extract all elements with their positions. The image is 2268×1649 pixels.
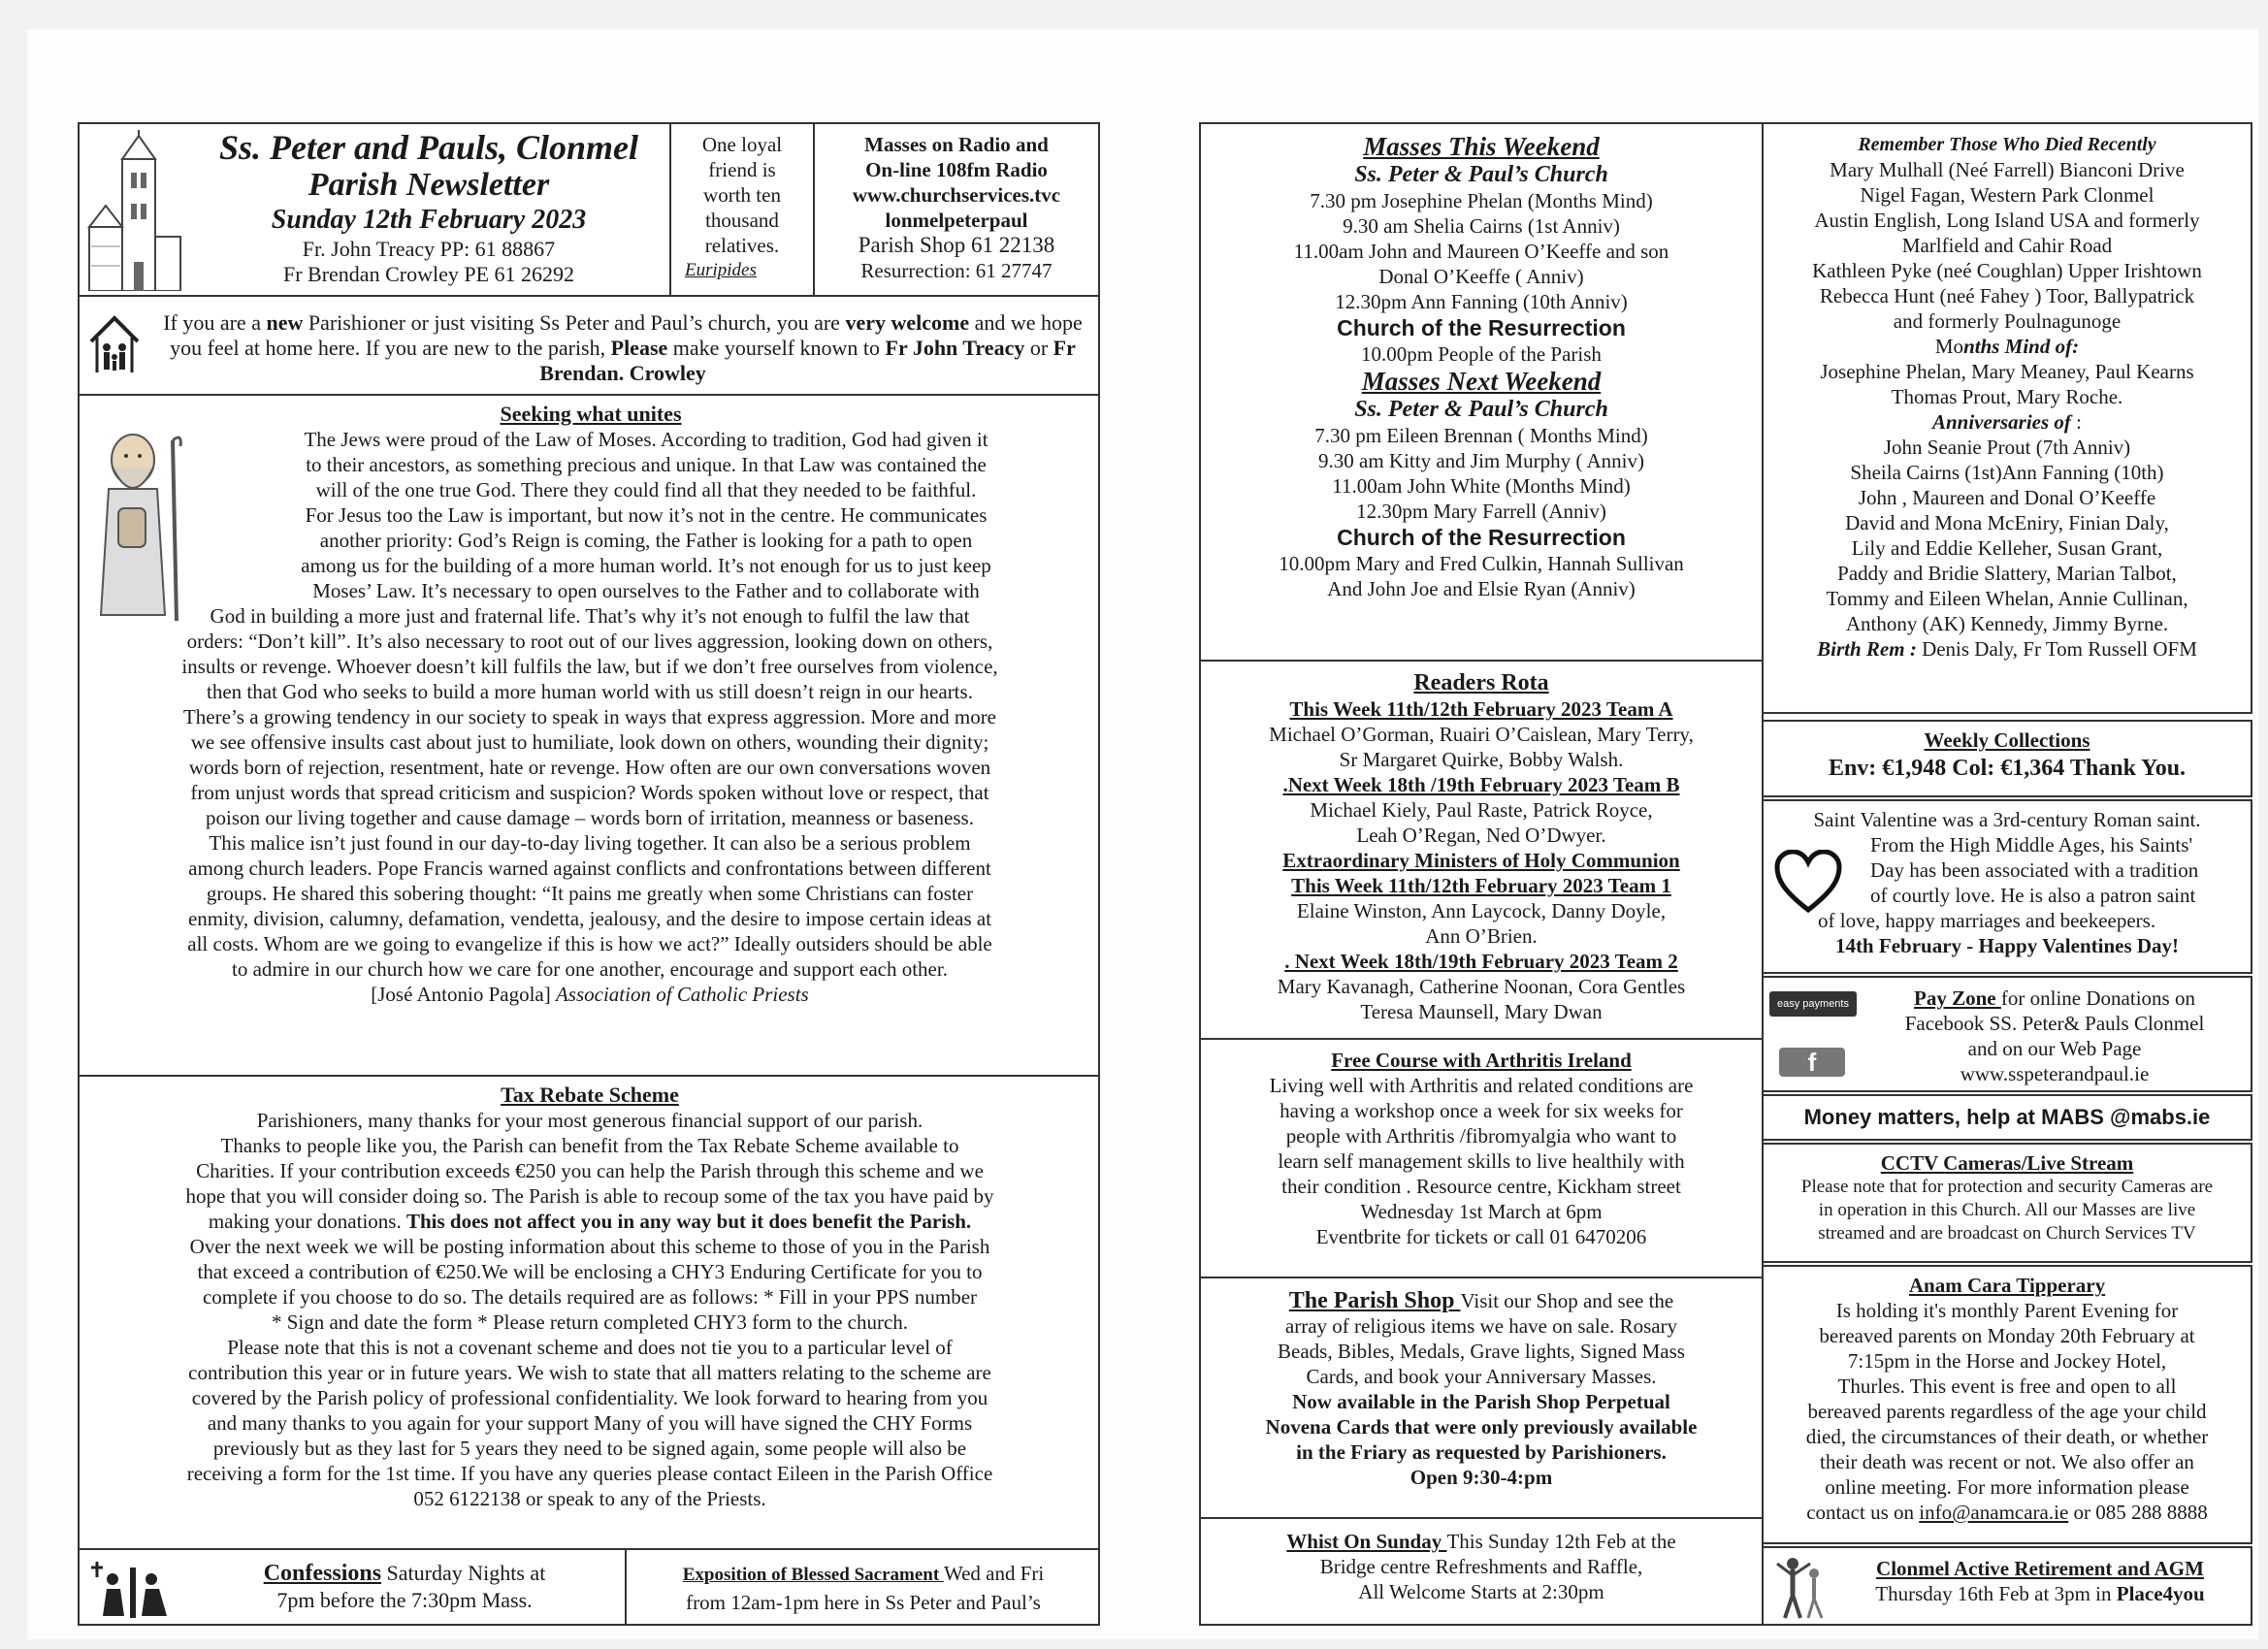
tax-line-12: covered by the Parish policy of professional confidentiality. We look forward to hearing from you	[191, 1386, 988, 1409]
retirement-text: Clonmel Active Retirement and AGM Thursday 16th Feb at 3pm in Place4you	[1831, 1556, 2249, 1606]
tax-line-7: that exceed a contribution of €250.We will be enclosing a CHY3 Enduring Certificate for you to	[197, 1260, 983, 1283]
mass-next-1: 7.30 pm Eileen Brennan ( Months Mind)	[1314, 424, 1648, 447]
mass-this-3: 11.00am John and Maureen O’Keeffe and son	[1293, 240, 1669, 263]
seeking-credit: [José Antonio Pagola] Association of Catholic Priests	[371, 983, 809, 1006]
seeking-line-11: then that God who seeks to build a more human world with us still doesn’t reign in our hearts.	[207, 680, 973, 703]
masses-this-weekend-heading: Masses This Weekend	[1363, 132, 1600, 161]
cctv-box: CCTV Cameras/Live Stream Please note that for protection and security Cameras are in operation in this Church. All our Masses are live streamed and are broadcast on Church Services TV	[1762, 1143, 2252, 1263]
church-name-1: Ss. Peter & Paul’s Church	[1354, 162, 1608, 187]
valentine-text: Saint Valentine was a 3rd-century Roman saint. From the High Middle Ages, his Saints' Day has been associated with a tradition of courtly love. He is also a patron saint of love, happy marriages and beekeepers. 14th February - Happy Valentines Day!	[1764, 807, 2251, 958]
quote-line-5: relatives.	[704, 234, 780, 257]
seeking-heading: Seeking what unites	[500, 402, 682, 426]
tax-body	[85, 1083, 1094, 1511]
tax-line-4: hope that you will consider doing so. The Parish is able to recoup some of the tax you have paid by	[185, 1184, 994, 1208]
resurrection-phone: Resurrection: 61 27747	[860, 259, 1053, 282]
tax-line-1: Parishioners, many thanks for your most generous financial support of our parish.	[256, 1109, 923, 1132]
radio-line-2: On-line 108fm Radio	[865, 158, 1048, 181]
seeking-line-13: we see offensive insults cast about just to humiliate, look down on others, wounding their dignity;	[190, 730, 989, 754]
seeking-line-1: The Jews were proud of the Law of Moses. According to tradition, God had given it	[304, 428, 988, 451]
seeking-line-20: enmity, division, calumny, defamation, vendetta, jealousy, and the desire to impose certain ideas at	[187, 907, 992, 930]
moses-illustration	[89, 431, 186, 625]
newsletter-title: Parish Newsletter	[308, 167, 550, 203]
valentines-day-line: 14th February - Happy Valentines Day!	[1834, 934, 2180, 957]
tax-line-8: complete if you choose to do so. The details required are as follows: * Fill in your PPS number	[202, 1285, 978, 1309]
valentine-box	[1762, 799, 2252, 974]
collections-heading: Weekly Collections	[1924, 728, 2090, 752]
seeking-line-5: another priority: God’s Reign is coming, the Father is looking for a path to open	[319, 529, 973, 552]
tax-line-5: making your donations. This does not affect you in any way but it does benefit the Parish.	[208, 1210, 972, 1233]
priest-1: Fr. John Treacy PP: 61 88867	[302, 237, 556, 261]
exposition-text: Exposition of Blessed Sacrament Wed and Fri from 12am-1pm here in Ss Peter and Paul’s	[682, 1562, 1045, 1614]
seeking-line-4: For Jesus too the Law is important, but now it’s not in the centre. He communicates	[305, 503, 988, 527]
mabs-box	[1762, 1094, 2252, 1141]
seeking-line-10: insults or revenge. Whoever doesn’t kill fulfils the law, but if we don’t free ourselves from violence,	[181, 655, 998, 678]
parish-shop-box: The Parish Shop Visit our Shop and see the array of religious items we have on sale. Rosary Beads, Bibles, Medals, Grave lights, Signed Mass Cards, and book your Anniversary Masses. Now available in the Parish Shop Perpetual Novena Cards that were only previously available in the Friary as requested by Parishioners. Open 9:30-4:pm	[1199, 1277, 1764, 1519]
tax-heading: Tax Rebate Scheme	[501, 1083, 679, 1107]
seeking-line-8: God in building a more just and fraternal life. That’s why it’s not enough to fulfil the law that	[210, 604, 970, 628]
mass-this-1: 7.30 pm Josephine Phelan (Months Mind)	[1310, 189, 1653, 212]
tax-line-3: Charities. If your contribution exceeds €250 you can help the Parish through this scheme and we	[196, 1159, 984, 1182]
seeking-box	[78, 394, 1100, 1077]
seeking-body-indented	[196, 427, 1096, 603]
seeking-line-3: will of the one true God. There they could find all that they needed to be faithful.	[315, 478, 977, 501]
retirement-box	[1762, 1546, 2252, 1626]
res-mass-this: 10.00pm People of the Parish	[1361, 342, 1602, 366]
whist-heading: Whist On Sunday	[1286, 1530, 1447, 1553]
seeking-body	[85, 603, 1094, 1007]
eucharistic-ministers-heading: Extraordinary Ministers of Holy Communion	[1282, 849, 1680, 872]
seeking-line-15: from unjust words that spread criticism and suspicion? Words spoken without love or respect, that	[190, 781, 989, 804]
mass-next-2: 9.30 am Kitty and Jim Murphy ( Anniv)	[1318, 449, 1644, 472]
seeking-line-18: among church leaders. Pope Francis warned against conflicts and confrontations between different	[188, 857, 991, 880]
collections-box	[1762, 720, 2252, 797]
quote-author: Euripides	[685, 260, 757, 280]
radio-line-3: www.churchservices.tvc	[852, 183, 1061, 207]
priest-2: Fr Brendan Crowley PE 61 26292	[282, 262, 575, 286]
website-link[interactable]: www.sspeterandpaul.ie	[1960, 1062, 2150, 1085]
parish-shop-phone: Parish Shop 61 22138	[858, 233, 1055, 257]
readers-box: Readers Rota This Week 11th/12th February 2023 Team A Michael O’Gorman, Ruairi O’Caislean, Mary Terry, Sr Margaret Quirke, Bobby Walsh. .Next Week 18th /19th February 2023 Team B Michael Kiely, Paul Raste, Patrick Royce, Leah O’Regan, Ned O’Dwyer. Extraordinary Ministers of Holy Communion This Week 11th/12th February 2023 Team 1 Elaine Winston, Ann Laycock, Danny Doyle, Ann O’Brien. . Next Week 18th/19th February 2023 Team 2 Mary Kavanagh, Catherine Noonan, Cora Gentles Teresa Maunsell, Mary Dwan	[1199, 660, 1764, 1040]
confessions-box	[78, 1548, 627, 1626]
tax-line-15: receiving a form for the 1st time. If you have any queries please contact Eileen in the Parish Office	[186, 1462, 993, 1485]
mass-this-4: Donal O’Keeffe ( Anniv)	[1378, 265, 1584, 288]
seeking-line-7: Moses’ Law. It’s necessary to open ourselves to the Father and to collaborate with	[312, 579, 980, 602]
months-mind-heading: Months Mind of:	[1934, 335, 2080, 358]
radio-line-4: lonmelpeterpaul	[885, 209, 1028, 232]
quote-line-4: thousand	[705, 209, 779, 232]
masses-next-weekend-heading: Masses Next Weekend	[1361, 367, 1602, 396]
family-house-icon	[87, 314, 142, 376]
easy-payments-logo: easy payments plus	[1769, 991, 1857, 1017]
tax-rebate-box	[78, 1075, 1100, 1550]
quote-line-3: worth ten	[703, 183, 781, 207]
exposition-heading: Exposition of Blessed Sacrament	[682, 1565, 944, 1585]
quote-line-2: friend is	[708, 158, 776, 181]
seeking-line-21: all costs. Whom are we going to evangelize if this is how we act?” Ideally outsiders should be able	[187, 932, 992, 955]
seeking-line-12: There’s a growing tendency in our society to speak in ways that express aggression. More and more	[182, 705, 997, 728]
anniversaries-heading: Anniversaries of :	[1931, 410, 2083, 434]
tax-line-6: Over the next week we will be posting information about this scheme to those of you in the Parish	[189, 1235, 990, 1258]
tax-line-13: and many thanks to you again for your support Many of you will have signed the CHY Forms	[207, 1411, 973, 1435]
seeking-line-16: poison our living together and cause damage – words born of irritation, meanness or baseness.	[206, 806, 974, 829]
arthritis-box: Free Course with Arthritis Ireland Living well with Arthritis and related conditions are having a workshop once a week for six weeks for people with Arthritis /fibromyalgia who want to learn self management skills to live healthily with their condition . Resource centre, Kickham street Wednesday 1st March at 6pm Eventbrite for tickets or call 01 6470206	[1199, 1038, 1764, 1278]
confessions-heading: Confessions	[263, 1561, 382, 1586]
welcome-box	[78, 295, 1100, 396]
mabs-text: Money matters, help at MABS @mabs.ie	[1803, 1105, 2211, 1129]
ministers-week-1: This Week 11th/12th February 2023 Team 1	[1291, 874, 1671, 897]
church-illustration	[85, 130, 182, 291]
payzone-box	[1762, 976, 2252, 1092]
readers-heading: Readers Rota	[1413, 670, 1549, 695]
birth-rem: Birth Rem : Denis Daly, Fr Tom Russell OFM	[1817, 637, 2197, 661]
collections-amounts: Env: €1,948 Col: €1,364 Thank You.	[1828, 756, 2187, 781]
mass-this-2: 9.30 am Shelia Cairns (1st Anniv)	[1343, 214, 1620, 238]
quote-box	[669, 122, 815, 297]
exposition-box	[625, 1548, 1100, 1626]
seeking-line-19: groups. He shared this sobering thought: “It pains me greatly when some Christians can foster	[206, 882, 974, 905]
tax-line-10: Please note that this is not a covenant scheme and does not tie you to a particular level of	[227, 1336, 953, 1359]
res-mass-next-1: 10.00pm Mary and Fred Culkin, Hannah Sullivan	[1279, 552, 1684, 575]
church-name-4: Church of the Resurrection	[1337, 525, 1626, 550]
seeking-line-14: words born of rejection, resentment, hate or revenge. How often are our own conversations woven	[188, 756, 991, 779]
tax-line-2: Thanks to people like you, the Parish can benefit from the Tax Rebate Scheme available to	[220, 1134, 959, 1157]
parish-title: Ss. Peter and Pauls, Clonmel	[218, 128, 639, 167]
readers-week-2: .Next Week 18th /19th February 2023 Team B	[1282, 773, 1680, 796]
masses-radio-box	[813, 122, 1100, 297]
active-people-icon	[1771, 1554, 1830, 1622]
remember-box: Remember Those Who Died Recently Mary Mulhall (Neé Farrell) Bianconi Drive Nigel Fagan, Western Park Clonmel Austin English, Long Island USA and formerly Marlfield and Cahir Road Kathleen Pyke (neé Coughlan) Upper Irishtown Rebecca Hunt (neé Fahey ) Toor, Ballypatrick and formerly Poulnagunoge Months Mind of: Josephine Phelan, Mary Meaney, Paul Kearns Thomas Prout, Mary Roche. Anniversaries of : John Seanie Prout (7th Anniv) Sheila Cairns (1st)Ann Fanning (10th) John , Maureen and Donal O’Keeffe David and Mona McEniry, Finian Daly, Lily and Eddie Kelleher, Susan Grant, Paddy and Bridie Slattery, Marian Talbot, Tommy and Eileen Whelan, Annie Cullinan, Anthony (AK) Kennedy, Jimmy Byrne. Birth Rem : Denis Daly, Fr Tom Russell OFM	[1762, 122, 2252, 714]
ministers-week-2: . Next Week 18th/19th February 2023 Team 2	[1284, 950, 1678, 973]
seeking-line-2: to their ancestors, as something precious and unique. In that Law was contained the	[306, 453, 987, 476]
confession-icon	[89, 1560, 177, 1618]
arthritis-heading: Free Course with Arthritis Ireland	[1331, 1049, 1632, 1072]
cctv-heading: CCTV Cameras/Live Stream	[1880, 1151, 2134, 1175]
mass-this-5: 12.30pm Ann Fanning (10th Anniv)	[1335, 290, 1628, 313]
masses-box	[1199, 122, 1764, 662]
facebook-icon[interactable]: f	[1779, 1048, 1845, 1077]
tax-line-16: 052 6122138 or speak to any of the Priests.	[413, 1487, 766, 1510]
seeking-line-9: orders: “Don’t kill”. It’s also necessary to root out of our lives aggression, looking down on others,	[186, 630, 993, 653]
header-box	[78, 122, 671, 297]
mass-next-4: 12.30pm Mary Farrell (Anniv)	[1356, 500, 1606, 523]
remember-heading: Remember Those Who Died Recently	[1858, 134, 2156, 155]
welcome-text: If you are a new Parishioner or just visiting Ss Peter and Paul’s church, you are very welcome and we hope you feel at home here. If you are new to the parish, Please make yourself known to Fr John Treacy or Fr Brendan. Crowley	[163, 310, 1083, 385]
parish-shop-heading: The Parish Shop	[1288, 1288, 1461, 1313]
confessions-text: Confessions Saturday Nights at 7pm before the 7:30pm Mass.	[263, 1561, 546, 1612]
tax-line-11: contribution this year or in future years. We wish to state that all matters relating to the scheme are	[188, 1361, 991, 1384]
church-name-2: Church of the Resurrection	[1337, 315, 1626, 340]
whist-box: Whist On Sunday This Sunday 12th Feb at the Bridge centre Refreshments and Raffle, All Welcome Starts at 2:30pm	[1199, 1517, 1764, 1626]
anam-cara-box: Anam Cara Tipperary Is holding it's monthly Parent Evening for bereaved parents on Monday 20th February at 7:15pm in the Horse and Jockey Hotel, Thurles. This event is free and open to all bereaved parents regardless of the age your child died, the circumstances of their death, or whether their death was recent or not. We also offer an online meeting. For more information please contact us on info@anamcara.ie or 085 288 8888	[1762, 1265, 2252, 1544]
tax-line-9: * Sign and date the form * Please return completed CHY3 form to the church.	[271, 1310, 909, 1334]
res-mass-next-2: And John Joe and Elsie Ryan (Anniv)	[1327, 577, 1636, 600]
church-name-3: Ss. Peter & Paul’s Church	[1354, 397, 1608, 422]
radio-line-1: Masses on Radio and	[864, 133, 1049, 156]
payzone-heading: Pay Zone	[1914, 986, 2001, 1010]
tax-line-14: previously but as they last for 5 years they need to be signed again, some people will also be	[212, 1437, 967, 1460]
newsletter-sheet	[27, 29, 2258, 1639]
quote-line-1: One loyal	[701, 133, 783, 156]
newsletter-date: Sunday 12th February 2023	[271, 205, 587, 235]
mass-next-3: 11.00am John White (Months Mind)	[1332, 474, 1631, 498]
payzone-text: Pay Zone for online Donations on Facebook SS. Peter& Pauls Clonmel and on our Web Page www.sspeterandpaul.ie	[1861, 986, 2249, 1086]
seeking-line-6: among us for the building of a more human world. It’s not enough for us to just keep	[301, 554, 991, 577]
seeking-line-22: to admire in our church how we care for one another, encourage and support each other.	[232, 957, 948, 981]
anam-cara-heading: Anam Cara Tipperary	[1908, 1274, 2106, 1297]
retirement-heading: Clonmel Active Retirement and AGM	[1876, 1557, 2204, 1580]
seeking-line-17: This malice isn’t just found in our day-to-day living together. It can also be a serious problem	[209, 831, 971, 855]
anam-cara-email-link[interactable]: info@anamcara.ie	[1919, 1501, 2069, 1524]
readers-week-1: This Week 11th/12th February 2023 Team A	[1289, 697, 1673, 721]
